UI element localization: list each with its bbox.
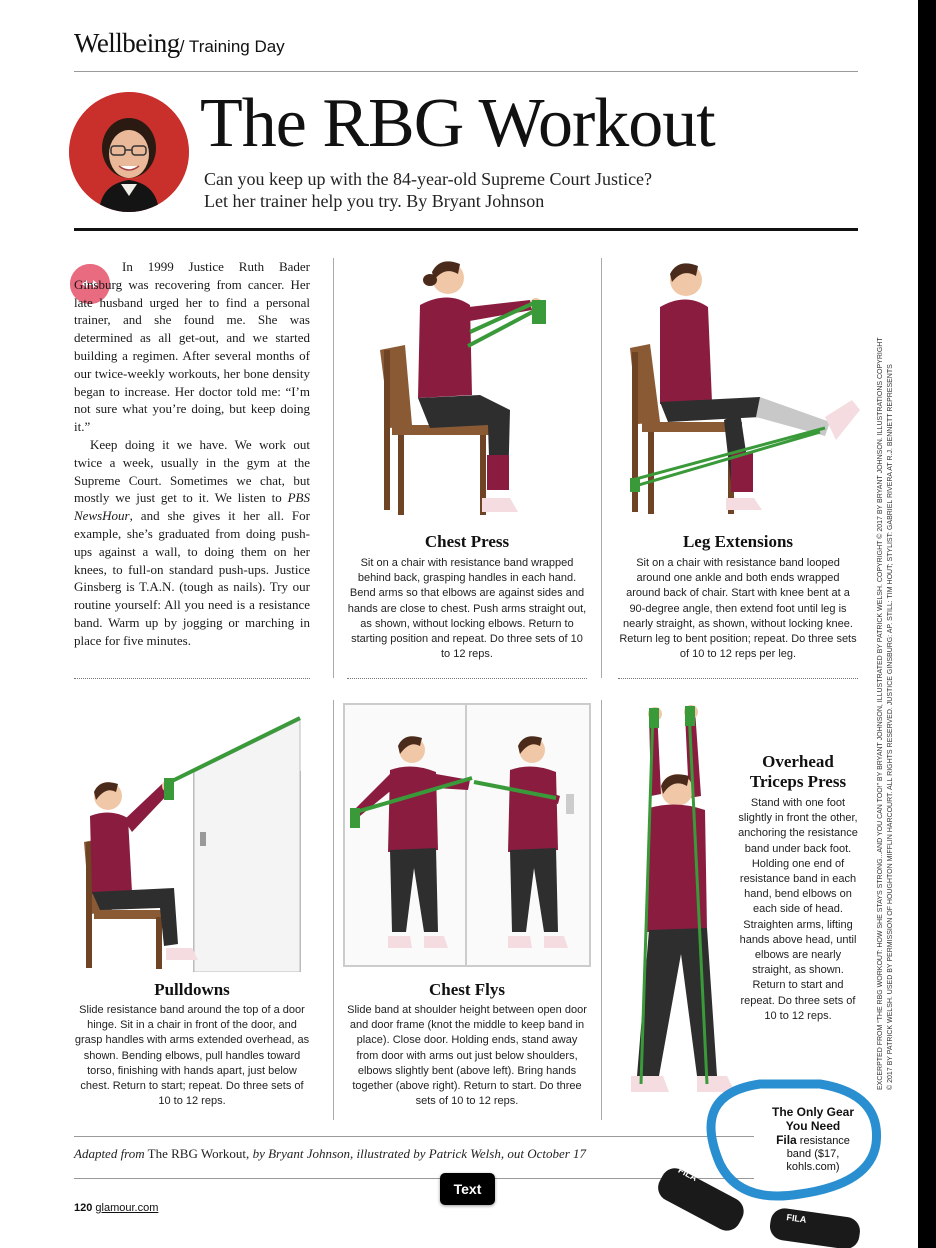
dotted-rule-1 bbox=[74, 678, 310, 679]
adapted-label: Adapted from bbox=[74, 1146, 145, 1161]
pulldowns-title: Pulldowns bbox=[154, 980, 230, 999]
divider-1 bbox=[333, 258, 334, 678]
leg-extensions-illustration bbox=[620, 252, 870, 522]
header-rule bbox=[74, 71, 858, 72]
triceps-title bbox=[736, 752, 860, 792]
gear-callout bbox=[770, 1106, 856, 1174]
chest-press-desc: Sit on a chair with resistance band wrapped behind back, grasping handles in each hand. Bend arms so that elbows are against sides and hands are close to chest. Push arms straight out, as shown, without locking elbows. Return to starting position and repeat. Do three sets of 10 to 12 reps. bbox=[347, 557, 587, 661]
credit-line-1: EXCERPTED FROM “THE RBG WORKOUT: HOW SHE STAYS STRONG...AND YOU CAN TOO!” BY BRYANT JOHNSON, ILLUSTRATED BY PATRICK WELSH. COPYRIGHT © 2017 BY BRYANT JOHNSON. ILLUSTRATIONS COPYRIGHT bbox=[877, 337, 884, 1090]
triceps-desc: Stand with one foot slightly in front the other, anchoring the resistance band under back foot. Holding one end of resistance band in each hand, bend elbows on each side of head. Straighten arms, lifting hands above head, until elbows are nearly straight, as shown. Return to start and repeat. Do three sets of 10 to 12 reps. bbox=[738, 797, 858, 1022]
gear-heading: The Only Gear You Need bbox=[771, 1105, 855, 1133]
dotted-rule-2 bbox=[347, 678, 587, 679]
gear-detail: resistance band ($17, kohls.com) bbox=[786, 1135, 850, 1173]
adapted-from-credit bbox=[74, 1146, 586, 1162]
text-view-button[interactable]: Text bbox=[440, 1173, 495, 1205]
body-paragraph-2 bbox=[74, 436, 310, 650]
band-brand-label-2: FILA bbox=[785, 1212, 808, 1225]
leg-extensions-desc: Sit on a chair with resistance band looped around one ankle and both ends wrapped around back of chair. Start with knee bent at a 90-degree angle, then extend foot until leg is nearly straight, as shown, without locking knee. Return leg to bent position; repeat. Do three sets of 10 to 12 reps per leg. bbox=[619, 557, 857, 661]
divider-4 bbox=[601, 700, 602, 1120]
overhead-triceps-illustration bbox=[615, 704, 745, 1100]
pulldowns-desc: Slide resistance band around the top of a door hinge. Sit in a chair in front of the door, and grasp handles with arms extended overhead, as shown. Bending elbows, pull handles toward torso, finishing with hands apart, just below chest. Return to start; repeat. Do three sets of 10 to 12 reps. bbox=[74, 1004, 310, 1108]
divider-2 bbox=[601, 258, 602, 678]
dotted-rule-3 bbox=[618, 678, 858, 679]
title-rule bbox=[74, 228, 858, 231]
chest-press-title: Chest Press bbox=[424, 532, 510, 551]
photo-credits bbox=[860, 210, 900, 1090]
article-title: The RBG Workout bbox=[200, 85, 715, 162]
article-body bbox=[74, 258, 310, 650]
page-footer bbox=[74, 1202, 158, 1214]
chest-flys-illustration bbox=[340, 700, 594, 970]
chest-press-illustration bbox=[360, 250, 570, 525]
portrait-photo bbox=[69, 92, 189, 212]
adapted-detail: by Bryant Johnson, illustrated by Patrick Welsh, out October 17 bbox=[249, 1146, 587, 1161]
article-dek bbox=[204, 168, 844, 212]
section-name: Wellbeing bbox=[74, 28, 180, 58]
triceps-title-line-2: Triceps Press bbox=[749, 772, 847, 791]
pulldowns-illustration bbox=[74, 712, 310, 972]
viewer-edge-bar bbox=[918, 0, 936, 1248]
para2-part-a: Keep doing it we have. We work out twice a week, usually in the gym at the Supreme Court. Sometimes we chat, but mostly we just get to it. We listen to bbox=[74, 436, 310, 506]
band-brand-label: FILA bbox=[676, 1164, 699, 1184]
para2-part-b: , and she gives it her all. For example, she’s graduated from doing push-ups against a wall, to doing them on her knees, to full-on standard push-ups. Justice Ginsberg is T.A.N. (tough as nails). Try our routine yourself: All you need is a resistance band. Warm up by jogging or marching in place for five minutes. bbox=[74, 508, 310, 648]
dek-line-2: Let her trainer help you try. By Bryant Johnson bbox=[204, 191, 545, 211]
page-number: 120 bbox=[74, 1202, 93, 1214]
triceps-title-line-1: Overhead bbox=[762, 752, 834, 771]
body-paragraph-1: In 1999 Justice Ruth Bader Ginsburg was recovering from cancer. Her late husband urged her to find a personal trainer, and she found me. She was determined as all get-out, and we started building a regimen. After several months of our twice-weekly workouts, her bone density began to increase. Her doctor told me: “I’m not sure what you’re doing, but keep doing it.” bbox=[74, 259, 310, 435]
gear-brand: Fila bbox=[776, 1133, 797, 1147]
dek-line-1: Can you keep up with the 84-year-old Supreme Court Justice? bbox=[204, 169, 653, 189]
site-link[interactable]: glamour.com bbox=[95, 1202, 159, 1214]
book-title: The RBG Workout, bbox=[144, 1146, 250, 1161]
para2-italic: PBS NewsHour bbox=[74, 490, 310, 524]
section-header bbox=[74, 28, 285, 59]
leg-extensions-title: Leg Extensions bbox=[682, 532, 794, 551]
divider-3 bbox=[333, 700, 334, 1120]
chest-flys-title: Chest Flys bbox=[428, 980, 506, 999]
chest-flys-desc: Slide band at shoulder height between open door and door frame (knot the middle to keep band in place). Close door. Holding ends, stand away from door with arms out just below shoulders, elbows slightly bent (above left). Bring hands together (above right). Return to start. Do three sets of 10 to 12 reps. bbox=[347, 1004, 587, 1108]
credit-line-2: © 2017 BY PATRICK WELSH. USED BY PERMISSION OF HOUGHTON MIFFLIN HARCOURT. ALL RIGHTS RESERVED. JUSTICE GINSBURG: AP. STILL: TIM HOUT; STYLIST: GABRIEL RIVERA AT R.J. BENNETT REPRESENTS bbox=[887, 364, 894, 1090]
subsection-name: / Training Day bbox=[179, 37, 285, 56]
